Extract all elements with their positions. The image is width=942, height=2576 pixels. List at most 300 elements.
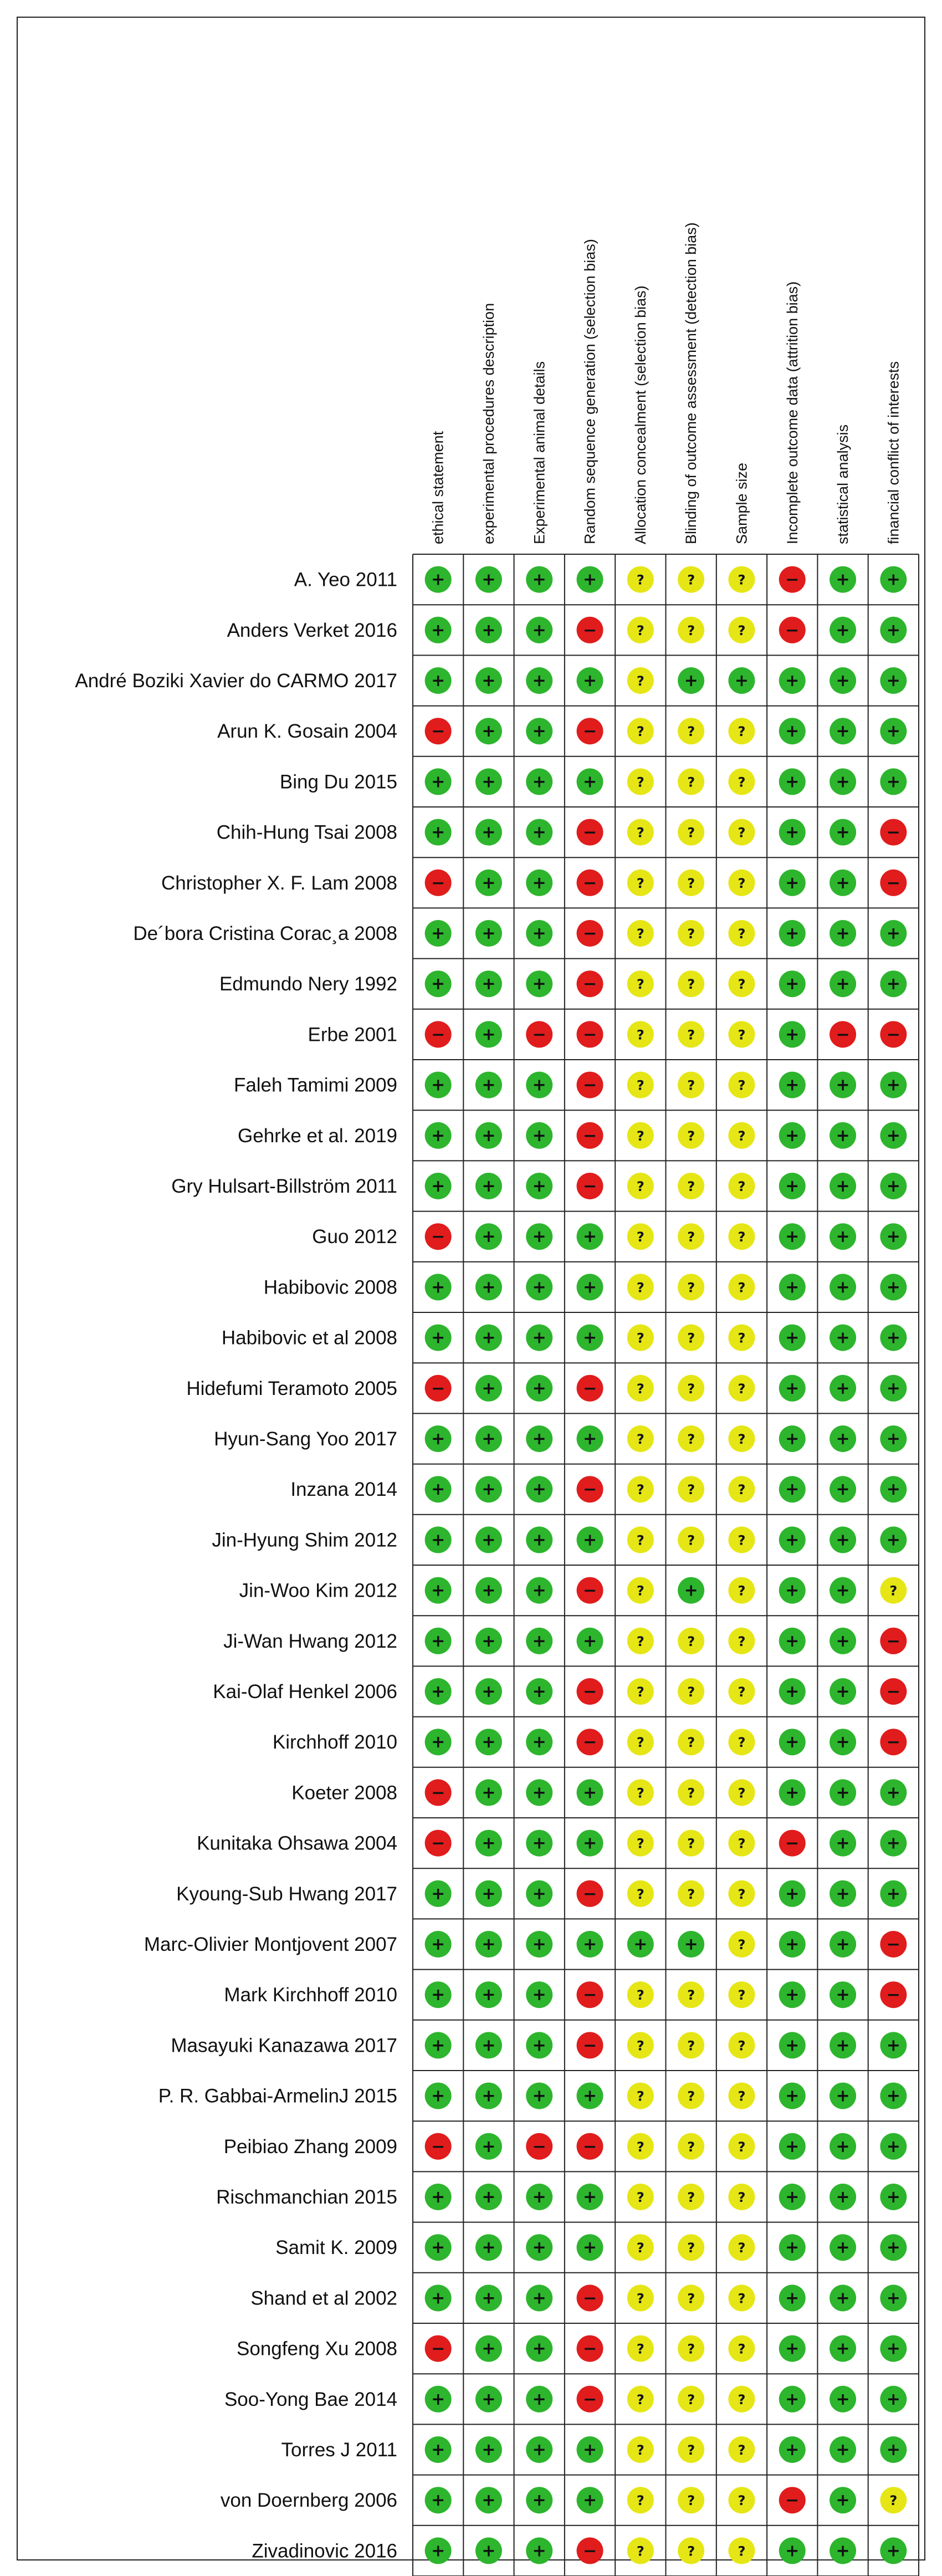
rating-symbol: + bbox=[785, 1682, 800, 1701]
rating-symbol: + bbox=[886, 924, 900, 943]
rating-symbol: + bbox=[582, 1328, 597, 1348]
rating-symbol: ? bbox=[687, 2391, 695, 2408]
rating-symbol: + bbox=[836, 1328, 850, 1348]
rating-symbol: ? bbox=[636, 1633, 644, 1649]
rating-symbol: + bbox=[431, 974, 446, 994]
rating-symbol: + bbox=[482, 2137, 496, 2156]
rating-symbol: ? bbox=[636, 1330, 644, 1346]
rating-symbol: ? bbox=[636, 825, 644, 841]
rating-symbol: + bbox=[836, 1935, 850, 1954]
rating-symbol: ? bbox=[687, 1785, 695, 1801]
study-label: Ji-Wan Hwang 2012 bbox=[223, 1630, 397, 1652]
study-label: Mark Kirchhoff 2010 bbox=[224, 1984, 397, 2006]
rating-symbol: ? bbox=[636, 926, 644, 942]
rating-symbol: − bbox=[582, 1581, 597, 1601]
rating-symbol: + bbox=[431, 2440, 446, 2460]
rating-symbol: + bbox=[482, 1227, 496, 1247]
rating-symbol: + bbox=[482, 620, 496, 640]
rating-symbol: ? bbox=[636, 1886, 644, 1902]
rating-symbol: + bbox=[431, 1075, 446, 1095]
rating-symbol: + bbox=[836, 1783, 850, 1803]
rating-symbol: ? bbox=[636, 1280, 644, 1296]
rating-symbol: + bbox=[836, 1682, 850, 1701]
rating-symbol: + bbox=[582, 2086, 597, 2106]
rating-symbol: ? bbox=[738, 572, 746, 588]
rating-symbol: − bbox=[785, 620, 800, 640]
rating-symbol: − bbox=[582, 924, 597, 943]
rating-symbol: + bbox=[836, 570, 850, 590]
rating-symbol: ? bbox=[636, 1077, 644, 1093]
rating-symbol: + bbox=[785, 1631, 800, 1651]
rating-symbol: ? bbox=[687, 1381, 695, 1397]
column-header: statistical analysis bbox=[835, 424, 852, 544]
study-label: Hyun-Sang Yoo 2017 bbox=[214, 1428, 397, 1450]
rating-symbol: + bbox=[431, 2238, 446, 2258]
column-header: financial conflict of interests bbox=[885, 361, 902, 544]
rating-symbol: + bbox=[532, 2187, 546, 2207]
rating-symbol: ? bbox=[636, 2190, 644, 2205]
rating-symbol: + bbox=[785, 1480, 800, 1500]
rating-symbol: + bbox=[532, 822, 546, 842]
rating-symbol: + bbox=[482, 1985, 496, 2005]
rating-symbol: ? bbox=[687, 1735, 695, 1751]
rating-symbol: − bbox=[582, 2389, 597, 2409]
rating-symbol: ? bbox=[636, 2240, 644, 2256]
study-label: Jin-Woo Kim 2012 bbox=[239, 1580, 397, 1602]
rating-symbol: ? bbox=[738, 1179, 746, 1194]
rating-symbol: + bbox=[886, 1833, 900, 1853]
rating-symbol: − bbox=[431, 1378, 446, 1398]
rating-symbol: ? bbox=[687, 2240, 695, 2256]
rating-symbol: + bbox=[836, 2339, 850, 2359]
rating-symbol: + bbox=[836, 2137, 850, 2156]
column-header: ethical statement bbox=[429, 431, 447, 544]
rating-symbol: + bbox=[836, 1126, 850, 1146]
rating-symbol: + bbox=[532, 671, 546, 691]
rating-symbol: ? bbox=[687, 1836, 695, 1852]
rating-symbol: + bbox=[482, 2339, 496, 2359]
rating-symbol: + bbox=[785, 1126, 800, 1146]
rating-symbol: + bbox=[582, 1935, 597, 1954]
rating-symbol: + bbox=[482, 1783, 496, 1803]
rating-symbol: ? bbox=[636, 2291, 644, 2307]
rating-symbol: ? bbox=[687, 875, 695, 891]
rating-symbol: − bbox=[582, 2137, 597, 2156]
rating-symbol: + bbox=[836, 1378, 850, 1398]
column-header: Sample size bbox=[733, 462, 750, 544]
rating-symbol: + bbox=[482, 974, 496, 994]
rating-symbol: + bbox=[482, 2440, 496, 2460]
rating-symbol: ? bbox=[738, 2291, 746, 2307]
rating-symbol: + bbox=[482, 1075, 496, 1095]
column-header: Incomplete outcome data (attrition bias) bbox=[784, 281, 801, 544]
rating-symbol: + bbox=[431, 1732, 446, 1752]
rating-symbol: − bbox=[886, 1631, 900, 1651]
rating-symbol: + bbox=[836, 1227, 850, 1247]
rating-symbol: + bbox=[785, 1378, 800, 1398]
rating-symbol: ? bbox=[636, 2543, 644, 2559]
rating-symbol: + bbox=[482, 1177, 496, 1196]
rating-symbol: + bbox=[836, 1732, 850, 1752]
rating-symbol: ? bbox=[636, 875, 644, 891]
rating-symbol: + bbox=[532, 1884, 546, 1904]
study-label: Masayuki Kanazawa 2017 bbox=[171, 2035, 397, 2057]
rating-symbol: ? bbox=[636, 1684, 644, 1700]
rating-symbol: − bbox=[532, 2137, 546, 2156]
rating-symbol: + bbox=[431, 2389, 446, 2409]
study-label: Habibovic 2008 bbox=[263, 1276, 397, 1299]
rating-symbol: ? bbox=[687, 1633, 695, 1649]
rating-symbol: + bbox=[582, 2491, 597, 2511]
rating-symbol: ? bbox=[738, 2391, 746, 2408]
study-label: Guo 2012 bbox=[312, 1226, 397, 1248]
rating-symbol: + bbox=[582, 1631, 597, 1651]
rating-symbol: + bbox=[482, 722, 496, 742]
rating-symbol: + bbox=[431, 1429, 446, 1449]
study-label: Bing Du 2015 bbox=[279, 771, 397, 793]
rating-symbol: + bbox=[482, 1328, 496, 1348]
rating-symbol: ? bbox=[687, 825, 695, 841]
rating-symbol: + bbox=[431, 2187, 446, 2207]
rating-symbol: ? bbox=[636, 2139, 644, 2155]
rating-symbol: + bbox=[582, 2440, 597, 2460]
rating-symbol: + bbox=[886, 1884, 900, 1904]
rating-symbol: ? bbox=[738, 2442, 746, 2458]
rating-symbol: + bbox=[482, 1682, 496, 1701]
rating-symbol: + bbox=[785, 1227, 800, 1247]
rating-symbol: ? bbox=[738, 2139, 746, 2155]
rating-symbol: − bbox=[836, 1025, 850, 1045]
rating-symbol: + bbox=[836, 873, 850, 893]
rating-symbol: + bbox=[836, 2541, 850, 2561]
rating-symbol: + bbox=[582, 1277, 597, 1297]
study-label: Edmundo Nery 1992 bbox=[219, 973, 397, 995]
rating-symbol: + bbox=[886, 570, 900, 590]
rating-symbol: ? bbox=[636, 2493, 644, 2509]
rating-symbol: − bbox=[431, 2137, 446, 2156]
rating-symbol: + bbox=[836, 1985, 850, 2005]
rating-symbol: + bbox=[532, 2339, 546, 2359]
rating-symbol: + bbox=[482, 1732, 496, 1752]
rating-symbol: + bbox=[431, 1884, 446, 1904]
rating-symbol: ? bbox=[738, 1937, 746, 1953]
rating-symbol: − bbox=[886, 1935, 900, 1954]
study-label: Kirchhoff 2010 bbox=[272, 1731, 397, 1754]
rating-symbol: + bbox=[482, 2389, 496, 2409]
rating-symbol: − bbox=[886, 1732, 900, 1752]
rating-symbol: + bbox=[582, 1429, 597, 1449]
rating-symbol: + bbox=[886, 2036, 900, 2056]
rating-symbol: + bbox=[785, 1025, 800, 1045]
rating-symbol: + bbox=[482, 1631, 496, 1651]
rating-symbol: + bbox=[836, 1277, 850, 1297]
rating-symbol: + bbox=[532, 2086, 546, 2106]
rating-symbol: ? bbox=[687, 1432, 695, 1447]
study-label: Zivadinovic 2016 bbox=[252, 2540, 397, 2562]
rating-symbol: − bbox=[582, 1480, 597, 1500]
rating-symbol: + bbox=[836, 2491, 850, 2511]
rating-symbol: + bbox=[532, 1530, 546, 1550]
rating-symbol: ? bbox=[636, 2088, 644, 2104]
rating-symbol: + bbox=[886, 772, 900, 792]
rating-symbol: + bbox=[836, 1177, 850, 1196]
rating-symbol: ? bbox=[738, 1330, 746, 1346]
rating-symbol: + bbox=[532, 2036, 546, 2056]
study-label: A. Yeo 2011 bbox=[294, 569, 397, 591]
rating-symbol: + bbox=[836, 2288, 850, 2308]
rating-symbol: + bbox=[532, 1429, 546, 1449]
rating-symbol: + bbox=[785, 1429, 800, 1449]
rating-symbol: + bbox=[886, 1530, 900, 1550]
rating-symbol: ? bbox=[738, 1128, 746, 1144]
rating-symbol: − bbox=[582, 620, 597, 640]
rating-symbol: + bbox=[431, 2491, 446, 2511]
rating-symbol: ? bbox=[687, 774, 695, 790]
rating-symbol: + bbox=[785, 873, 800, 893]
rating-symbol: − bbox=[886, 1025, 900, 1045]
rating-symbol: + bbox=[886, 1277, 900, 1297]
rating-symbol: ? bbox=[687, 2190, 695, 2205]
rating-symbol: − bbox=[582, 974, 597, 994]
rating-symbol: + bbox=[785, 772, 800, 792]
rating-symbol: + bbox=[482, 873, 496, 893]
study-label: Samit K. 2009 bbox=[275, 2237, 397, 2259]
rating-symbol: + bbox=[532, 1833, 546, 1853]
rating-symbol: ? bbox=[687, 622, 695, 638]
rating-symbol: + bbox=[532, 873, 546, 893]
rating-symbol: + bbox=[836, 1884, 850, 1904]
rating-symbol: ? bbox=[636, 774, 644, 790]
rating-symbol: − bbox=[532, 1025, 546, 1045]
rating-symbol: + bbox=[532, 1277, 546, 1297]
rating-symbol: + bbox=[532, 2440, 546, 2460]
rating-symbol: + bbox=[836, 1631, 850, 1651]
rating-symbol: + bbox=[785, 974, 800, 994]
rating-symbol: ? bbox=[687, 2038, 695, 2054]
rating-symbol: + bbox=[482, 772, 496, 792]
rating-symbol: + bbox=[431, 1581, 446, 1601]
rating-symbol: ? bbox=[738, 2543, 746, 2559]
rating-symbol: ? bbox=[687, 926, 695, 942]
rating-symbol: ? bbox=[687, 2442, 695, 2458]
rating-symbol: + bbox=[532, 722, 546, 742]
rating-symbol: + bbox=[431, 2541, 446, 2561]
rating-symbol: + bbox=[532, 620, 546, 640]
rating-symbol: + bbox=[532, 1732, 546, 1752]
rating-symbol: + bbox=[785, 2086, 800, 2106]
rating-symbol: + bbox=[532, 974, 546, 994]
rating-symbol: ? bbox=[636, 2391, 644, 2408]
rating-symbol: + bbox=[785, 2137, 800, 2156]
rating-symbol: + bbox=[836, 2036, 850, 2056]
rating-symbol: + bbox=[886, 2541, 900, 2561]
rating-symbol: + bbox=[684, 1581, 698, 1601]
rating-symbol: ? bbox=[738, 1735, 746, 1751]
rating-symbol: + bbox=[836, 974, 850, 994]
rating-symbol: + bbox=[532, 1177, 546, 1196]
rating-symbol: + bbox=[582, 2238, 597, 2258]
rating-symbol: + bbox=[431, 1935, 446, 1954]
rating-symbol: + bbox=[482, 1429, 496, 1449]
rating-symbol: + bbox=[532, 1227, 546, 1247]
study-label: Kai-Olaf Henkel 2006 bbox=[213, 1681, 397, 1703]
rating-symbol: − bbox=[582, 1126, 597, 1146]
rating-symbol: − bbox=[886, 1682, 900, 1701]
rating-symbol: − bbox=[582, 722, 597, 742]
rating-symbol: ? bbox=[636, 1836, 644, 1852]
rating-symbol: + bbox=[482, 2491, 496, 2511]
rating-symbol: + bbox=[532, 1480, 546, 1500]
study-label: Habibovic et al 2008 bbox=[221, 1327, 397, 1349]
rating-symbol: + bbox=[532, 2541, 546, 2561]
rating-symbol: + bbox=[532, 570, 546, 590]
rating-symbol: + bbox=[482, 1530, 496, 1550]
rating-symbol: + bbox=[785, 1177, 800, 1196]
rating-symbol: + bbox=[532, 1631, 546, 1651]
rating-symbol: − bbox=[785, 2491, 800, 2511]
rating-symbol: ? bbox=[738, 1077, 746, 1093]
rating-symbol: + bbox=[785, 2389, 800, 2409]
rating-symbol: ? bbox=[636, 1128, 644, 1144]
rating-symbol: ? bbox=[738, 1886, 746, 1902]
rating-symbol: + bbox=[886, 1783, 900, 1803]
rating-symbol: + bbox=[785, 1935, 800, 1954]
rating-symbol: + bbox=[785, 2036, 800, 2056]
study-label: Koeter 2008 bbox=[291, 1782, 397, 1804]
rating-symbol: + bbox=[836, 2440, 850, 2460]
rating-symbol: + bbox=[886, 1075, 900, 1095]
rating-symbol: + bbox=[482, 671, 496, 691]
rating-symbol: ? bbox=[636, 1785, 644, 1801]
rating-symbol: + bbox=[886, 620, 900, 640]
rating-symbol: + bbox=[886, 1227, 900, 1247]
rating-symbol: ? bbox=[687, 1280, 695, 1296]
rating-symbol: + bbox=[582, 1530, 597, 1550]
rating-symbol: + bbox=[785, 2288, 800, 2308]
study-label: Inzana 2014 bbox=[290, 1479, 397, 1501]
rating-symbol: ? bbox=[636, 1987, 644, 2003]
rating-symbol: + bbox=[836, 1581, 850, 1601]
rating-symbol: + bbox=[886, 2086, 900, 2106]
rating-symbol: + bbox=[785, 1530, 800, 1550]
rating-symbol: ? bbox=[738, 2088, 746, 2104]
rating-symbol: + bbox=[482, 2238, 496, 2258]
rating-symbol: ? bbox=[687, 1128, 695, 1144]
rating-symbol: ? bbox=[738, 825, 746, 841]
rating-symbol: + bbox=[431, 620, 446, 640]
study-label: Chih-Hung Tsai 2008 bbox=[216, 821, 397, 844]
rating-symbol: + bbox=[836, 1429, 850, 1449]
study-label: Christopher X. F. Lam 2008 bbox=[161, 872, 397, 894]
study-label: Kyoung-Sub Hwang 2017 bbox=[176, 1883, 397, 1905]
rating-symbol: + bbox=[684, 1935, 698, 1954]
rating-symbol: + bbox=[785, 671, 800, 691]
rating-symbol: ? bbox=[738, 622, 746, 638]
rating-symbol: + bbox=[886, 2187, 900, 2207]
rating-symbol: ? bbox=[738, 724, 746, 740]
rating-symbol: ? bbox=[738, 2341, 746, 2357]
rating-symbol: + bbox=[836, 1480, 850, 1500]
rating-symbol: ? bbox=[738, 2240, 746, 2256]
rating-symbol: + bbox=[836, 772, 850, 792]
rating-symbol: + bbox=[785, 924, 800, 943]
rating-symbol: + bbox=[482, 1126, 496, 1146]
rating-symbol: + bbox=[785, 1884, 800, 1904]
column-header: experimental procedures description bbox=[480, 303, 497, 544]
rating-symbol: ? bbox=[738, 1583, 746, 1599]
study-label: Rischmanchian 2015 bbox=[216, 2186, 397, 2208]
rating-symbol: + bbox=[431, 822, 446, 842]
rating-symbol: + bbox=[431, 2086, 446, 2106]
study-label: Peibiao Zhang 2009 bbox=[223, 2135, 397, 2158]
rating-symbol: − bbox=[582, 1075, 597, 1095]
rating-symbol: + bbox=[482, 1833, 496, 1853]
rating-symbol: ? bbox=[687, 2493, 695, 2509]
study-label: Faleh Tamimi 2009 bbox=[233, 1074, 397, 1096]
rating-symbol: ? bbox=[738, 977, 746, 993]
rating-symbol: − bbox=[431, 2339, 446, 2359]
rating-symbol: − bbox=[431, 1025, 446, 1045]
rating-symbol: + bbox=[582, 1227, 597, 1247]
rating-symbol: + bbox=[482, 2036, 496, 2056]
rating-symbol: + bbox=[482, 1935, 496, 1954]
rating-symbol: + bbox=[431, 1480, 446, 1500]
rating-symbol: ? bbox=[687, 1330, 695, 1346]
rating-symbol: + bbox=[886, 974, 900, 994]
rating-symbol: ? bbox=[636, 572, 644, 588]
rating-symbol: ? bbox=[687, 1886, 695, 1902]
rating-symbol: + bbox=[886, 671, 900, 691]
study-label: De´bora Cristina Corac¸a 2008 bbox=[133, 923, 397, 944]
rating-symbol: + bbox=[532, 1126, 546, 1146]
rating-symbol: ? bbox=[636, 673, 644, 689]
rating-symbol: ? bbox=[687, 724, 695, 740]
column-header: Experimental animal details bbox=[531, 361, 548, 544]
rating-symbol: + bbox=[785, 822, 800, 842]
rating-symbol: + bbox=[532, 2238, 546, 2258]
rating-symbol: − bbox=[431, 1833, 446, 1853]
rating-symbol: ? bbox=[738, 1633, 746, 1649]
rating-symbol: + bbox=[482, 570, 496, 590]
rating-symbol: + bbox=[482, 1378, 496, 1398]
rating-symbol: ? bbox=[636, 2442, 644, 2458]
rating-symbol: + bbox=[785, 1732, 800, 1752]
rating-symbol: + bbox=[482, 2288, 496, 2308]
rating-symbol: ? bbox=[687, 1532, 695, 1548]
rating-symbol: ? bbox=[738, 1987, 746, 2003]
rating-symbol: + bbox=[886, 1378, 900, 1398]
rating-symbol: + bbox=[785, 2339, 800, 2359]
rating-symbol: + bbox=[785, 1075, 800, 1095]
rating-symbol: − bbox=[582, 1884, 597, 1904]
rating-symbol: + bbox=[431, 671, 446, 691]
rating-symbol: ? bbox=[687, 572, 695, 588]
rating-symbol: + bbox=[836, 722, 850, 742]
study-label: Gehrke et al. 2019 bbox=[238, 1125, 397, 1147]
rating-symbol: ? bbox=[738, 1532, 746, 1548]
rating-symbol: + bbox=[532, 1378, 546, 1398]
rating-symbol: + bbox=[431, 2036, 446, 2056]
rating-symbol: + bbox=[431, 1682, 446, 1701]
rating-symbol: + bbox=[482, 2187, 496, 2207]
rating-symbol: + bbox=[886, 722, 900, 742]
rating-symbol: ? bbox=[687, 977, 695, 993]
rating-symbol: + bbox=[633, 1935, 648, 1954]
rating-symbol: + bbox=[431, 1328, 446, 1348]
rating-symbol: + bbox=[734, 671, 749, 691]
rating-symbol: + bbox=[532, 2389, 546, 2409]
rating-symbol: − bbox=[582, 1177, 597, 1196]
